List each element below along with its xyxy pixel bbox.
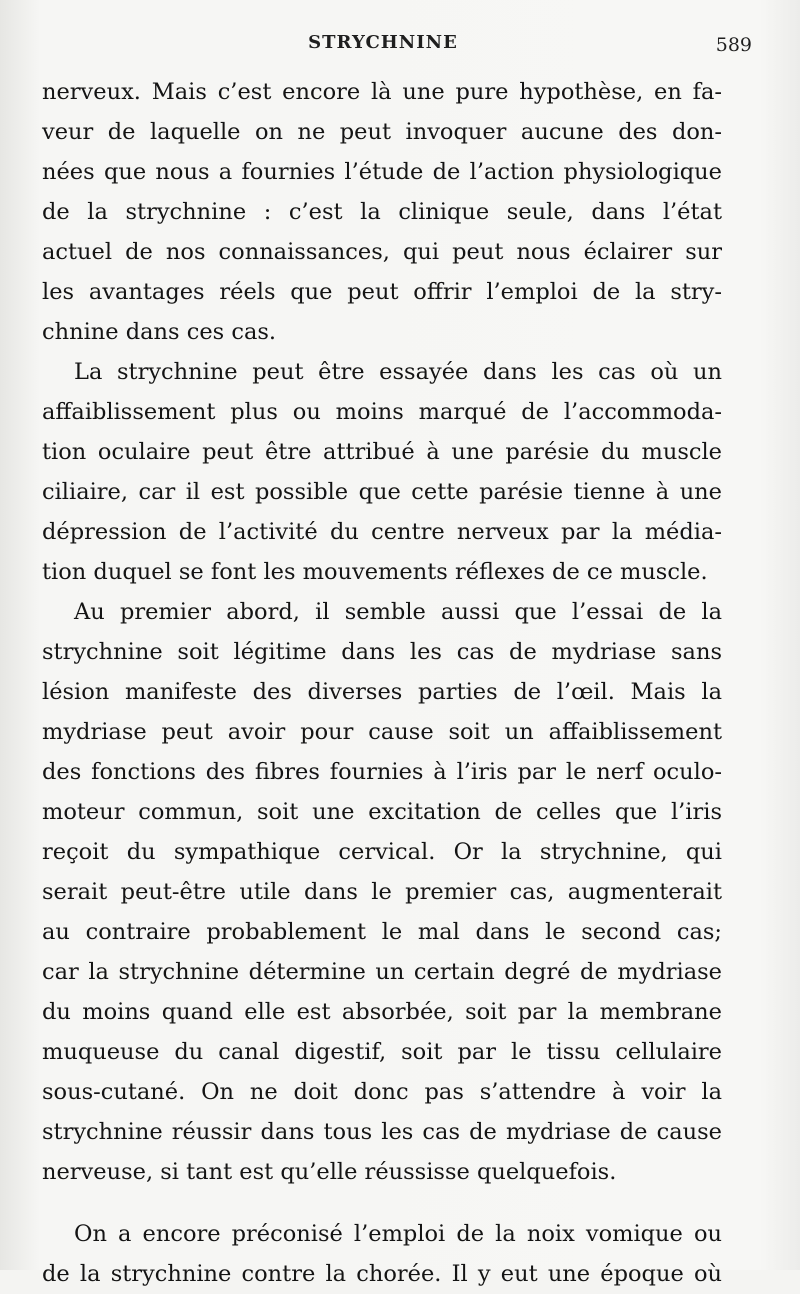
- text-line: mydriase peut avoir pour cause soit un affaiblissement: [42, 719, 722, 745]
- paragraph-3: [42, 592, 722, 1192]
- text-line: serait peut-être utile dans le premier cas, augmenterait: [42, 879, 722, 905]
- paragraph-spacer: [42, 1192, 722, 1214]
- text-line: muqueuse du canal digestif, soit par le tissu cellulaire: [42, 1039, 722, 1065]
- body-text: [42, 72, 722, 1294]
- text-line: strychnine réussir dans tous les cas de mydriase de cause: [42, 1119, 722, 1145]
- text-line: lésion manifeste des diverses parties de l’œil. Mais la: [42, 679, 722, 705]
- text-line: La strychnine peut être essayée dans les cas où un: [74, 359, 722, 385]
- text-line: chnine dans ces cas.: [42, 319, 277, 345]
- paragraph-4: [42, 1214, 722, 1294]
- running-head: STRYCHNINE: [308, 32, 458, 53]
- text-line: de la strychnine contre la chorée. Il y eut une époque où: [42, 1261, 722, 1287]
- text-line: On a encore préconisé l’emploi de la noix vomique ou: [74, 1221, 722, 1247]
- text-line: des fonctions des fibres fournies à l’iris par le nerf oculo-: [42, 759, 722, 785]
- paragraph-2: [42, 352, 722, 592]
- text-line: Au premier abord, il semble aussi que l’essai de la: [74, 599, 722, 625]
- text-line: au contraire probablement le mal dans le second cas;: [42, 919, 722, 945]
- text-line: tion duquel se font les mouvements réflexes de ce muscle.: [42, 559, 708, 585]
- text-line: tion oculaire peut être attribué à une parésie du muscle: [42, 439, 722, 465]
- text-line: les avantages réels que peut offrir l’emploi de la stry-: [42, 279, 722, 305]
- text-line: actuel de nos connaissances, qui peut nous éclairer sur: [42, 239, 722, 265]
- text-line: ciliaire, car il est possible que cette parésie tienne à une: [42, 479, 722, 505]
- text-line: moteur commun, soit une excitation de celles que l’iris: [42, 799, 722, 825]
- text-line: affaiblissement plus ou moins marqué de l’accommoda-: [42, 399, 722, 425]
- text-line: veur de laquelle on ne peut invoquer aucune des don-: [42, 119, 722, 145]
- text-line: sous-cutané. On ne doit donc pas s’attendre à voir la: [42, 1079, 722, 1105]
- text-line: strychnine soit légitime dans les cas de mydriase sans: [42, 639, 722, 665]
- text-line: nerveux. Mais c’est encore là une pure hypothèse, en fa-: [42, 79, 722, 105]
- page-header: [44, 30, 752, 62]
- page-number: 589: [715, 34, 752, 56]
- text-line: reçoit du sympathique cervical. Or la strychnine, qui: [42, 839, 722, 865]
- text-line: nées que nous a fournies l’étude de l’action physiologique: [42, 159, 722, 185]
- text-line: nerveuse, si tant est qu’elle réussisse quelquefois.: [42, 1159, 617, 1185]
- paragraph-1: [42, 72, 722, 352]
- text-line: car la strychnine détermine un certain degré de mydriase: [42, 959, 722, 985]
- text-line: de la strychnine : c’est la clinique seule, dans l’état: [42, 199, 722, 225]
- text-line: dépression de l’activité du centre nerveux par la média-: [42, 519, 722, 545]
- text-line: du moins quand elle est absorbée, soit par la membrane: [42, 999, 722, 1025]
